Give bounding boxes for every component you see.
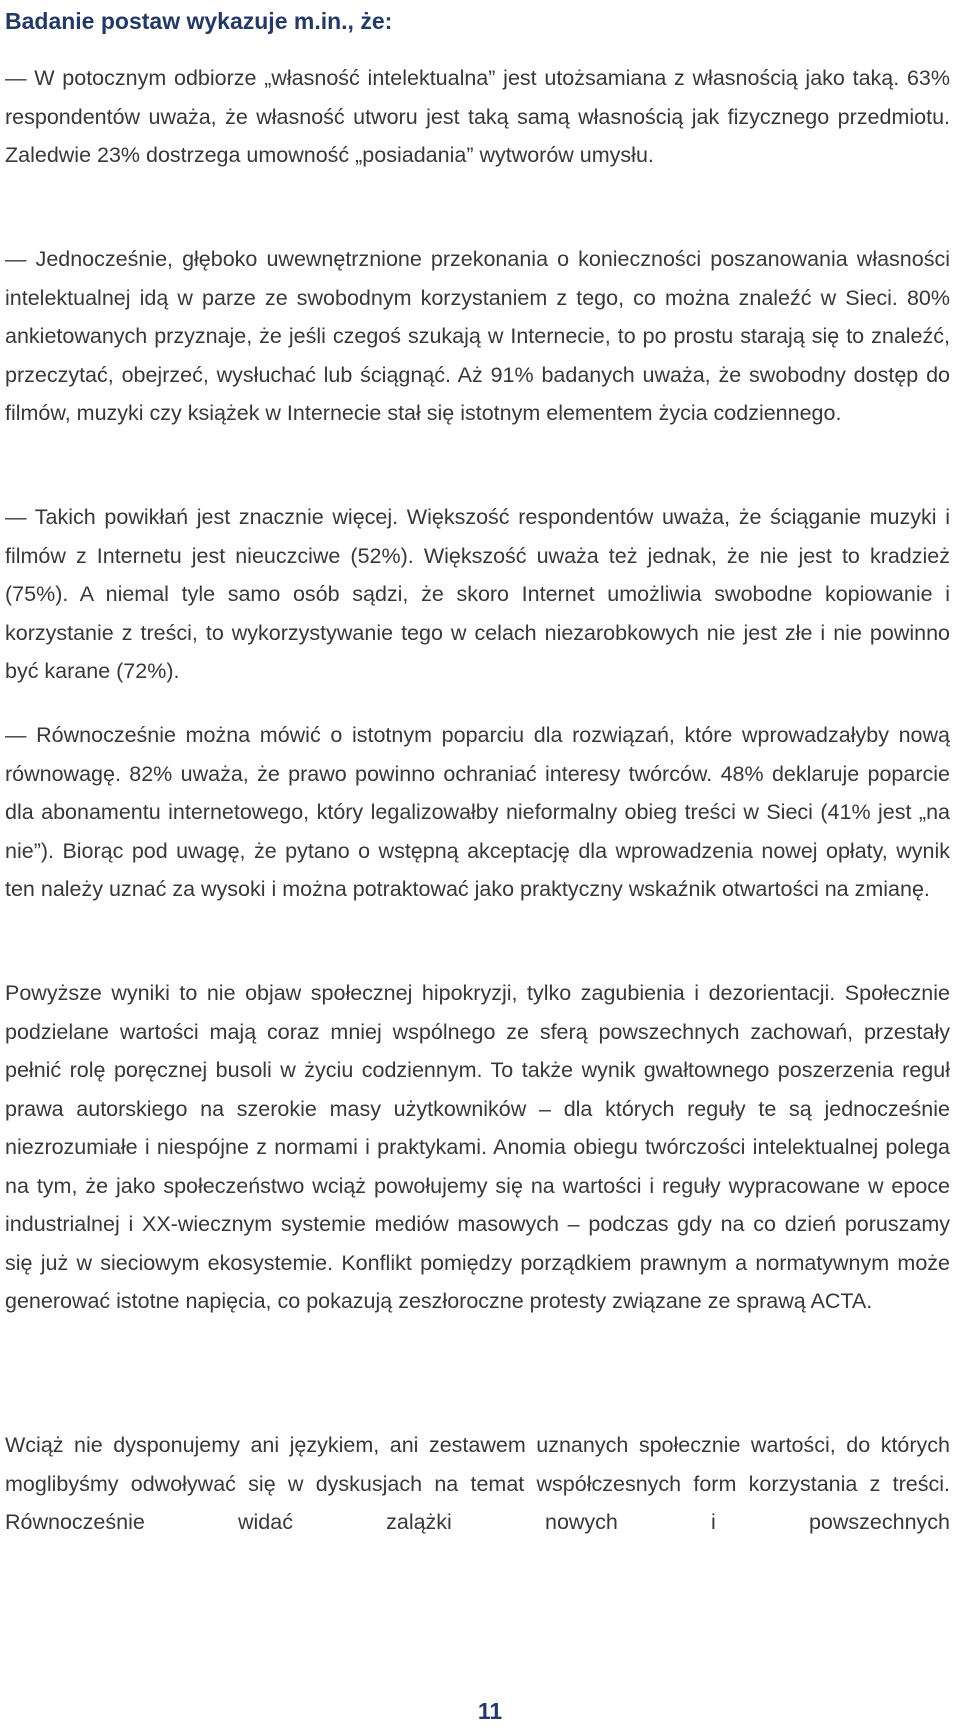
section-heading: Badanie postaw wykazuje m.in., że: [5,8,393,34]
document-page [5,0,950,1732]
page-number: 11 [477,1698,503,1724]
body-paragraph-2: Wciąż nie dysponujemy ani językiem, ani zestawem uznanych społecznie wartości, do których moglibyśmy odwoływać się w dyskusjach na temat współczesnych form korzystania z treści. Równocześnie widać zalążki nowych i powszechnych [5,1433,950,1534]
finding-paragraph-1: — W potocznym odbiorze „własność intelektualna” jest utożsamiana z własnością jako taką. 63% respondentów uważa, że własność utworu jest taką samą własnością jak fizycznego przedmiotu. Zaledwie 23% dostrzega umowność „posiadania” wytworów umysłu. [5,66,950,167]
finding-paragraph-3: — Takich powikłań jest znacznie więcej. Większość respondentów uważa, że ściąganie muzyki i filmów z Internetu jest nieuczciwe (52%). Większość uważa też jednak, że nie jest to kradzież (75%). A niemal tyle samo osób sądzi, że skoro Internet umożliwia swobodne kopiowanie i korzystanie z treści, to wykorzystywanie tego w celach niezarobkowych nie jest złe i nie powinno być karane (72%). [5,505,950,683]
finding-paragraph-2: — Jednocześnie, głęboko uwewnętrznione przekonania o konieczności poszanowania własności intelektualnej idą w parze ze swobodnym korzystaniem z tego, co można znaleźć w Sieci. 80% ankietowanych przyznaje, że jeśli czegoś szukają w Internecie, to po prostu starają się to znaleźć, przeczytać, obejrzeć, wysłuchać lub ściągnąć. Aż 91% badanych uważa, że swobodny dostęp do filmów, muzyki czy książek w Internecie stał się istotnym elementem życia codziennego. [5,247,950,425]
body-paragraph-1: Powyższe wyniki to nie objaw społecznej hipokryzji, tylko zagubienia i dezorientacji. Społecznie podzielane wartości mają coraz mniej wspólnego ze sferą powszechnych zachowań, przestały pełnić rolę poręcznej busoli w życiu codziennym. To także wynik gwałtownego poszerzenia reguł prawa autorskiego na szerokie masy użytkowników – dla których reguły te są jednocześnie niezrozumiałe i niespójne z normami i praktykami. Anomia obiegu twórczości intelektualnej polega na tym, że jako społeczeństwo wciąż powołujemy się na wartości i reguły wypracowane w epoce industrialnej i XX-wiecznym systemie mediów masowych – podczas gdy na co dzień poruszamy się już w sieciowym ekosystemie. Konflikt pomiędzy porządkiem prawnym a normatywnym może generować istotne napięcia, co pokazują zeszłoroczne protesty związane ze sprawą ACTA. [5,981,950,1313]
finding-paragraph-4: — Równocześnie można mówić o istotnym poparciu dla rozwiązań, które wprowadzałyby nową równowagę. 82% uważa, że prawo powinno ochraniać interesy twórców. 48% deklaruje poparcie dla abonamentu internetowego, który legalizowałby nieformalny obieg treści w Sieci (41% jest „na nie”). Biorąc pod uwagę, że pytano o wstępną akceptację dla wprowadzenia nowej opłaty, wynik ten należy uznać za wysoki i można potraktować jako praktyczny wskaźnik otwartości na zmianę. [5,723,950,901]
